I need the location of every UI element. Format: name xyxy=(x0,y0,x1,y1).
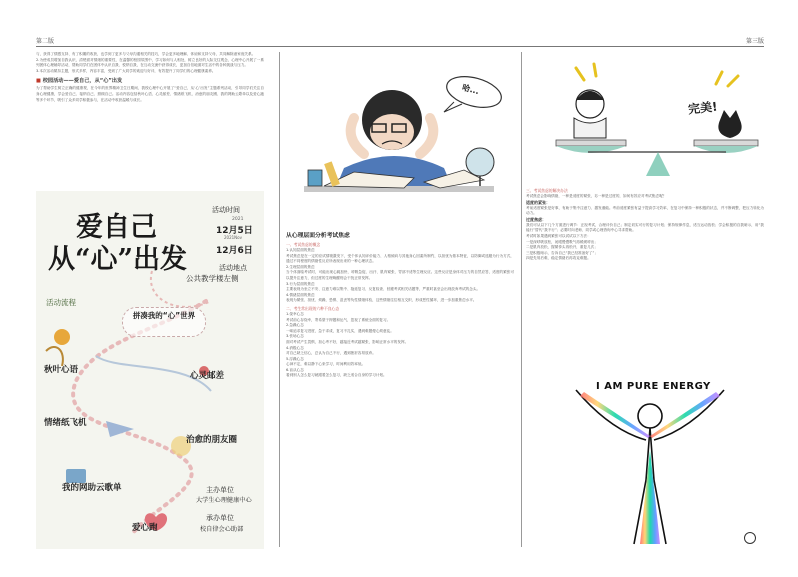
organizer-label: 主办单位 xyxy=(206,486,234,494)
speech-bubble-text: 哈... xyxy=(461,82,480,97)
node-3: 情绪纸飞机 xyxy=(44,418,87,428)
coorg-label: 承办单位 xyxy=(206,514,234,522)
time-label: 活动时间 xyxy=(212,206,240,214)
corner-logo-icon xyxy=(744,532,756,544)
date-1: 12月5日 xyxy=(216,226,253,236)
section-paragraph: 为了帮助学生树立正确的健康观，在今年的世界精神卫生日期间，我校心理中心开展了“爱自己，从‘心’出发”主题系列活动，引导同学们关注自身心理健康，学会爱自己、接纳自己、照顾自己。活动内容包括秋叶心语、心灵邮差、情绪纸飞机、治愈的朋友圈、我的网助云歌单以及爱心跑等多个环节，吸引了众多同学积极参与，在活动中收获温暖与成长。 xyxy=(36,86,264,102)
moderate-tension-heading: 适度的紧张： xyxy=(526,199,550,205)
year-2: 2021Nov xyxy=(224,235,242,240)
header-rule xyxy=(36,46,764,47)
stressed-student-illustration xyxy=(284,58,516,218)
flow-label: 活动流程 xyxy=(46,298,76,307)
right-page-number: 第三版 xyxy=(746,38,765,45)
section-2-text: 1.侥幸心态 考试前心存侥幸，寄希望于押题和运气，忽视了系统全面的复习。 2.急躁心态 一味追求复习进度，急于求成，复习不扎实，遇到难题便心烦意乱。 3.怯场心态 面对考试产生畏惧，担心考不好，越接近考试越紧张，影响正常水平的发挥。 4.消极心态 对自己缺乏信心，总认为自己不行，遇到挫折容易放弃。 5.浮躁心态 心神不定，难以静下心来学习，时间利用效率低。 6.盲从心态 看到别人怎么复习就跟着怎么复习，缺乏适合自身的学习计划。 xyxy=(286,311,409,378)
year-1: 2021 xyxy=(232,217,244,222)
organizer: 大学生心理健康中心 xyxy=(196,497,252,504)
section-3-heading: 三、考试焦虑的解决办法 xyxy=(526,188,568,193)
place: 公共教学楼左侧 xyxy=(186,274,239,283)
heading-marker: ■ xyxy=(36,78,41,85)
poster-title-line1: 爱自己 xyxy=(76,212,157,243)
node-4: 治愈的朋友圈 xyxy=(186,435,238,445)
node-1: 秋叶心语 xyxy=(44,365,79,375)
node-6: 爱心跑 xyxy=(132,523,158,533)
paragraph-2: 2.为使成员增加自我认识，清楚面对情绪的重要性，在温馨的校园氛围中，学习如何与人相处，树立良好的人际交往观念，心理中心开展了一系列团体心理辅导活动，帮助同学们在团体中认识自我、悦纳自我，在互动交流中获得成长，更加自信地面对生活中的各种挑战与压力。 xyxy=(36,57,264,68)
over-anxiety-text: 我们可从以下几个方面进行调节：正视考试，合理评价自己；制定切实可行的复习计划；保持规律作息，适当运动放松；学会积极的自我暗示，用“我能行”替代“我不行”；必要时向老师、同学或心理咨询中心寻求帮助。 xyxy=(526,222,764,233)
date-2: 12月6日 xyxy=(216,246,253,256)
left-column-text xyxy=(36,52,264,103)
section-1-text: 1.认知层面的焦虑 考试焦虑是在一定的应试情境激发下，受个体认知评价能力、人格倾向与其他身心因素所制约，以担忧为基本特征，以防御或逃避为行为方式，通过不同程度的情绪性反应所表现出来的一种心理状态。 2.生理层面的焦虑 当个体面临考试时，可能出现心跳加快、呼吸急促、出汗、肌肉紧张、胃部不适等生理反应。这些反应是身体对压力的自然应答，适度的紧张可以提升注意力，但过度的生理唤醒则会干扰正常发挥。 3.行为层面的焦虑 主要表现为坐立不安、注意力难以集中、拖延复习、反复检查、回避考试相关话题等，严重时甚至会出现放弃考试的念头。 4.情绪层面的焦虑 表现为紧张、担忧、烦躁、恐惧、沮丧等负性情绪体验，这些情绪往往相互交织，形成恶性循环，进一步加重焦虑水平。 xyxy=(286,248,514,303)
section-1-heading: 一、考试焦虑的概念 xyxy=(286,242,321,247)
middle-article xyxy=(286,230,514,379)
node-2: 心灵邮差 xyxy=(190,371,225,381)
section-heading-text: 校园活动——爱自己，从“心”出发 xyxy=(42,78,123,85)
perfect-text: 完美! xyxy=(687,99,719,117)
flow-bubble xyxy=(122,307,206,337)
moderate-tension-text: 考前适度紧张是好事，有助于集中注意力、激发潜能。考前适度紧张有益于提高学习效率，在复习中保持一种积极的状态，并不断调整，把压力转化为动力。 xyxy=(526,205,764,216)
paragraph-1: 与，获得了情感支持、有了积累的收获，也学到了更多与父母沟通相关的技巧，学会更多地理解、体谅和支持父母，共同解除诸家庭关系。 xyxy=(36,52,256,56)
right-article xyxy=(526,188,764,262)
column-divider-left xyxy=(279,52,280,547)
column-divider-right xyxy=(521,52,522,547)
over-anxiety-heading: 过度焦虑： xyxy=(526,216,546,222)
left-page-number: 第二版 xyxy=(36,38,55,45)
section-2-heading: 二、考生常出现的六种不良心态 xyxy=(286,305,340,311)
article-title: 从心理层面分析考试焦虑 xyxy=(286,233,350,239)
section-3-intro: 考试焦虑会影响情绪，一种是适度的紧张，另一种是过度的，如何有效应对考试焦虑呢？ xyxy=(526,194,667,198)
poster-title-line2: 从“心”出发 xyxy=(48,244,188,275)
paragraph-3: 3.本次活动紧扣主题，形式多样，内容丰富，受到了广大同学的欢迎与好评，有效提升了同学们的心理健康素养。 xyxy=(36,68,216,73)
relax-methods-text: 考试时如果遇到紧张可以试试以下方法： 一是深呼吸放松，闭眼慢慢吸气再缓缓呼出； 二是肌肉放松，握紧拳头再松开，重复几次； 三是积极暗示，告诉自己“我已经准备好了”； 四是先易后难，稳定情绪后再攻克难题。 xyxy=(526,233,599,261)
node-5: 我的网助云歌单 xyxy=(62,483,122,493)
energy-text: I AM PURE ENERGY xyxy=(596,381,711,392)
event-poster xyxy=(36,191,264,549)
flow-bubble-text: 拼凑我的“心”世界 xyxy=(132,311,196,320)
place-label: 活动地点 xyxy=(219,264,247,272)
coorg: 校自律会心助部 xyxy=(200,526,244,533)
balance-illustration xyxy=(526,60,764,182)
section-heading xyxy=(36,77,264,84)
